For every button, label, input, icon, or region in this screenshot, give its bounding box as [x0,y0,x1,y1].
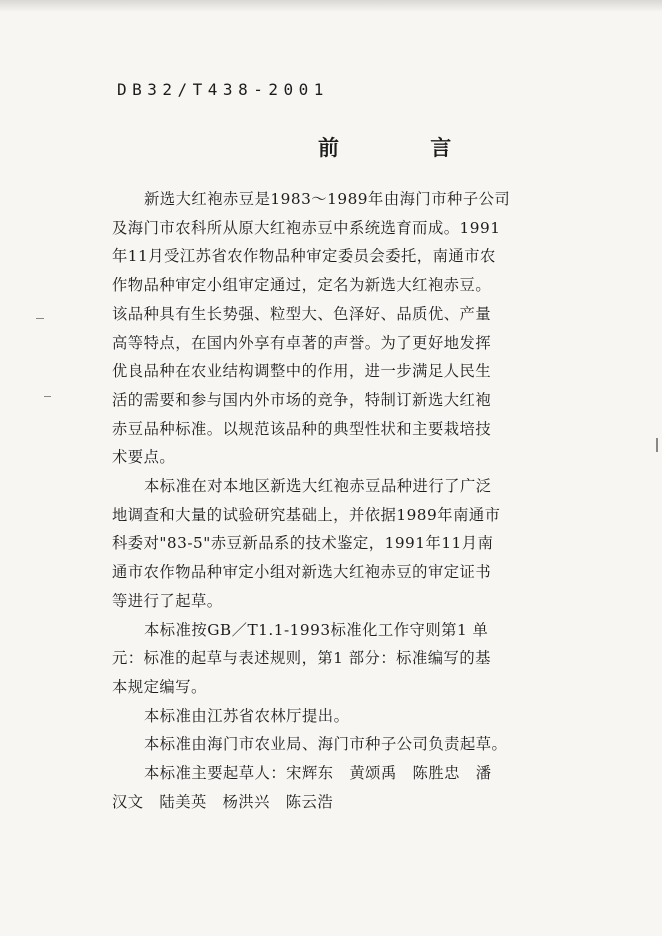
text-line: 活的需要和参与国内外市场的竞争，特制订新选大红袍 [112,390,492,409]
paragraph [112,472,549,616]
text-line: 元：标准的起草与表述规则，第1 部分：标准编写的基 [112,649,491,668]
paragraph [112,702,549,731]
text-line: 本标准由海门市农业局、海门市种子公司负责起草。 [144,735,508,754]
text-line: 高等特点，在国内外享有卓著的声誉。为了更好地发挥 [112,333,492,352]
text-line: 本标准主要起草人：宋辉东 黄颂禹 陈胜忠 潘 [144,764,492,783]
text-line: 科委对"83-5"赤豆新品系的技术鉴定，1991年11月南 [112,534,494,553]
text-line: 赤豆品种标准。以规范该品种的典型性状和主要栽培技 [112,419,492,438]
scan-mark [44,396,51,397]
text-line: 地调查和大量的试验研究基础上，并依据1989年南通市 [112,505,501,524]
text-line: 汉文 陆美英 杨洪兴 陈云浩 [112,792,334,811]
text-line: 术要点。 [112,448,176,467]
paragraph [112,759,549,816]
text-line: 年11月受江苏省农作物品种审定委员会委托，南通市农 [112,247,496,266]
foreword-body [112,185,549,816]
text-line: 本标准由江苏省农林厅提出。 [144,706,350,725]
paragraph [112,730,549,759]
text-line: 优良品种在农业结构调整中的作用，进一步满足人民生 [112,362,492,381]
text-line: 等进行了起草。 [112,591,223,610]
text-line: 本标准按GB／T1.1-1993标准化工作守则第1 单 [144,620,489,639]
text-line: 作物品种审定小组审定通过，定名为新选大红袍赤豆。 [112,276,492,295]
page-title: 前 言 [318,136,494,160]
paragraph [112,616,549,702]
text-line: 新选大红袍赤豆是1983～1989年由海门市种子公司 [144,190,511,208]
text-line: 本规定编写。 [112,677,207,696]
text-line: 通市农作物品种审定小组对新选大红袍赤豆的审定证书 [112,563,492,582]
text-line: 及海门市农科所从原大红袍赤豆中系统选育而成。1991 [112,218,501,237]
text-line: 该品种具有生长势强、粒型大、色泽好、品质优、产量 [112,304,492,323]
scan-top-edge [0,0,662,12]
text-line: 本标准在对本地区新选大红袍赤豆品种进行了广泛 [144,477,492,496]
paragraph [112,185,549,472]
standard-code: DB32/T438-2001 [117,80,329,99]
scan-mark [656,438,658,452]
scan-mark [36,318,44,319]
